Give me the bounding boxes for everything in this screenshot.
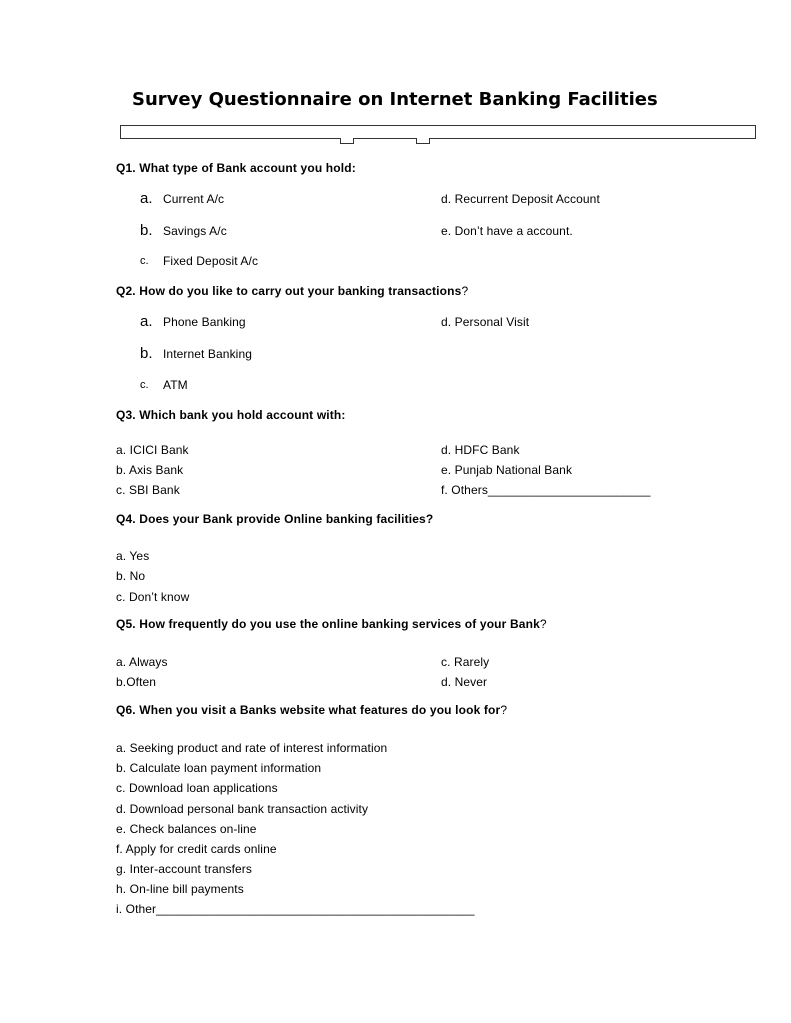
option-letter: b.: [140, 345, 153, 362]
option-loan-applications[interactable]: c. Download loan applications: [116, 781, 278, 795]
option-rarely[interactable]: c. Rarely: [441, 655, 490, 669]
question-1-text: Q1. What type of Bank account you hold:: [116, 161, 356, 175]
option-inter-account-transfers[interactable]: g. Inter-account transfers: [116, 862, 252, 876]
option-hdfc[interactable]: d. HDFC Bank: [441, 443, 520, 457]
question-2-text: Q2. How do you like to carry out your banking transactions: [116, 284, 462, 298]
option-check-balances[interactable]: e. Check balances on-line: [116, 822, 257, 836]
option-loan-calc[interactable]: b. Calculate loan payment information: [116, 761, 322, 775]
option-savings-ac[interactable]: Savings A/c: [163, 224, 227, 238]
question-mark: ?: [500, 703, 508, 717]
question-6-title: [116, 703, 507, 717]
option-letter: a.: [140, 190, 153, 207]
option-no[interactable]: b. No: [116, 569, 146, 583]
option-phone-banking[interactable]: Phone Banking: [163, 315, 246, 329]
option-dont-know[interactable]: c. Don’t know: [116, 590, 190, 604]
question-mark: ?: [539, 617, 547, 631]
question-2-title: [116, 284, 468, 298]
question-5-title: [116, 617, 547, 631]
option-other-field[interactable]: i. Other_______________________________________________: [116, 902, 475, 916]
option-always[interactable]: a. Always: [116, 655, 168, 669]
option-yes[interactable]: a. Yes: [116, 549, 150, 563]
option-current-ac[interactable]: Current A/c: [163, 192, 225, 206]
option-no-account[interactable]: e. Don’t have a account.: [441, 224, 573, 238]
question-1-title: [116, 161, 356, 175]
option-product-info[interactable]: a. Seeking product and rate of interest information: [116, 741, 388, 755]
option-personal-visit[interactable]: d. Personal Visit: [441, 315, 530, 329]
option-letter: c.: [140, 255, 149, 267]
question-mark: ?: [461, 284, 469, 298]
option-letter: c.: [140, 379, 149, 391]
question-3-title: [116, 408, 346, 422]
option-others-field[interactable]: f. Others________________________: [441, 483, 651, 497]
option-axis[interactable]: b. Axis Bank: [116, 463, 184, 477]
option-punjab-national[interactable]: e. Punjab National Bank: [441, 463, 573, 477]
option-fixed-deposit-ac[interactable]: Fixed Deposit A/c: [163, 254, 259, 268]
option-letter: a.: [140, 313, 153, 330]
question-6-text: Q6. When you visit a Banks website what features do you look for: [116, 703, 501, 717]
option-icici[interactable]: a. ICICI Bank: [116, 443, 189, 457]
option-letter: b.: [140, 222, 153, 239]
option-internet-banking[interactable]: Internet Banking: [163, 347, 252, 361]
frame-tick-right: [416, 138, 430, 144]
frame-tick-left: [340, 138, 354, 144]
option-recurrent-deposit[interactable]: d. Recurrent Deposit Account: [441, 192, 600, 206]
option-atm[interactable]: ATM: [163, 378, 188, 392]
option-transaction-activity[interactable]: d. Download personal bank transaction activity: [116, 802, 369, 816]
question-3-text: Q3. Which bank you hold account with:: [116, 408, 346, 422]
option-never[interactable]: d. Never: [441, 675, 488, 689]
option-often[interactable]: b.Often: [116, 675, 157, 689]
question-5-text: Q5. How frequently do you use the online banking services of your Bank: [116, 617, 540, 631]
question-4-text: Q4. Does your Bank provide Online banking facilities?: [116, 512, 434, 526]
option-credit-cards[interactable]: f. Apply for credit cards online: [116, 842, 277, 856]
option-sbi[interactable]: c. SBI Bank: [116, 483, 180, 497]
title-frame: [120, 125, 756, 139]
page-title: Survey Questionnaire on Internet Banking Facilities: [132, 89, 658, 110]
question-4-title: [116, 512, 433, 526]
option-bill-payments[interactable]: h. On-line bill payments: [116, 882, 244, 896]
